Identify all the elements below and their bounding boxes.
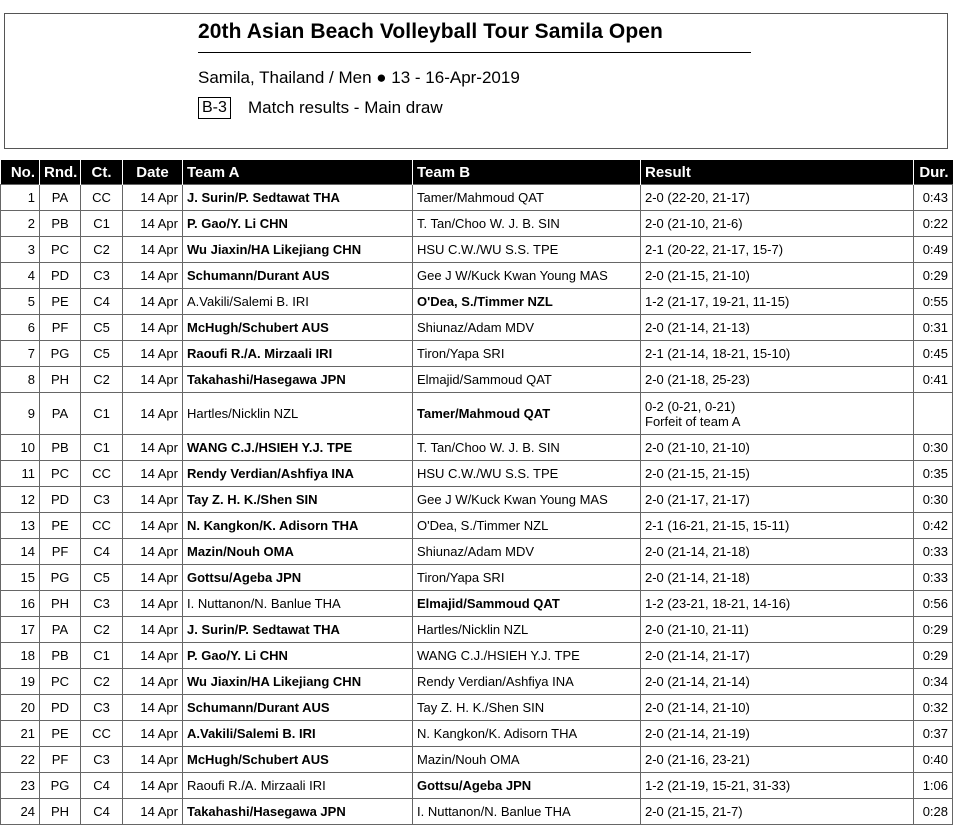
result-cell: 2-0 (21-14, 21-10) (641, 695, 914, 721)
column-header-team-b: Team B (413, 160, 641, 185)
table-row (1, 695, 953, 721)
team-a-cell: A.Vakili/Salemi B. IRI (183, 721, 413, 747)
court-cell: C1 (81, 393, 123, 435)
date-cell: 14 Apr (123, 617, 183, 643)
match-number-cell: 3 (1, 237, 40, 263)
match-number-cell: 23 (1, 773, 40, 799)
round-cell: PC (40, 237, 81, 263)
match-number-cell: 11 (1, 461, 40, 487)
team-b-cell: Tiron/Yapa SRI (413, 341, 641, 367)
date-cell: 14 Apr (123, 487, 183, 513)
table-row (1, 461, 953, 487)
team-b-cell: Gottsu/Ageba JPN (413, 773, 641, 799)
team-b-cell: T. Tan/Choo W. J. B. SIN (413, 435, 641, 461)
team-a-cell: McHugh/Schubert AUS (183, 747, 413, 773)
court-cell: C4 (81, 289, 123, 315)
result-cell: 2-0 (21-14, 21-17) (641, 643, 914, 669)
duration-cell: 0:30 (914, 487, 953, 513)
court-cell: C2 (81, 617, 123, 643)
result-cell: 1-2 (21-19, 15-21, 31-33) (641, 773, 914, 799)
team-a-cell: J. Surin/P. Sedtawat THA (183, 617, 413, 643)
court-cell: C1 (81, 435, 123, 461)
team-a-cell: Schumann/Durant AUS (183, 263, 413, 289)
team-b-cell: Tay Z. H. K./Shen SIN (413, 695, 641, 721)
match-number-cell: 18 (1, 643, 40, 669)
round-cell: PF (40, 315, 81, 341)
round-cell: PF (40, 539, 81, 565)
team-b-cell: Gee J W/Kuck Kwan Young MAS (413, 487, 641, 513)
result-cell: 1-2 (23-21, 18-21, 14-16) (641, 591, 914, 617)
result-cell: 2-1 (21-14, 18-21, 15-10) (641, 341, 914, 367)
match-number-cell: 24 (1, 799, 40, 825)
duration-cell: 0:34 (914, 669, 953, 695)
result-cell: 2-0 (21-10, 21-10) (641, 435, 914, 461)
duration-cell: 0:35 (914, 461, 953, 487)
table-row (1, 367, 953, 393)
team-b-cell: HSU C.W./WU S.S. TPE (413, 461, 641, 487)
table-row (1, 263, 953, 289)
table-row (1, 747, 953, 773)
team-b-cell: O'Dea, S./Timmer NZL (413, 513, 641, 539)
team-b-cell: I. Nuttanon/N. Banlue THA (413, 799, 641, 825)
event-subtitle: Samila, Thailand / Men ● 13 - 16-Apr-2019 (198, 68, 520, 87)
table-row (1, 289, 953, 315)
table-row (1, 513, 953, 539)
duration-cell: 0:30 (914, 435, 953, 461)
court-cell: C1 (81, 643, 123, 669)
court-cell: C4 (81, 773, 123, 799)
team-a-cell: Takahashi/Hasegawa JPN (183, 799, 413, 825)
duration-cell: 0:55 (914, 289, 953, 315)
match-number-cell: 16 (1, 591, 40, 617)
duration-cell: 0:49 (914, 237, 953, 263)
duration-cell: 0:45 (914, 341, 953, 367)
match-number-cell: 8 (1, 367, 40, 393)
duration-cell: 0:41 (914, 367, 953, 393)
duration-cell: 0:42 (914, 513, 953, 539)
date-cell: 14 Apr (123, 565, 183, 591)
date-cell: 14 Apr (123, 393, 183, 435)
duration-cell: 0:37 (914, 721, 953, 747)
result-cell: 2-0 (21-14, 21-19) (641, 721, 914, 747)
date-cell: 14 Apr (123, 263, 183, 289)
result-cell: 2-1 (20-22, 21-17, 15-7) (641, 237, 914, 263)
court-cell: C3 (81, 591, 123, 617)
duration-cell: 0:22 (914, 211, 953, 237)
round-cell: PG (40, 565, 81, 591)
column-header-court: Ct. (81, 160, 123, 185)
team-a-cell: I. Nuttanon/N. Banlue THA (183, 591, 413, 617)
duration-cell: 0:31 (914, 315, 953, 341)
date-cell: 14 Apr (123, 513, 183, 539)
result-cell: 2-0 (21-10, 21-6) (641, 211, 914, 237)
team-b-cell: Tiron/Yapa SRI (413, 565, 641, 591)
team-a-cell: McHugh/Schubert AUS (183, 315, 413, 341)
table-row (1, 341, 953, 367)
match-number-cell: 6 (1, 315, 40, 341)
match-number-cell: 7 (1, 341, 40, 367)
match-number-cell: 12 (1, 487, 40, 513)
round-cell: PH (40, 799, 81, 825)
date-cell: 14 Apr (123, 185, 183, 211)
duration-cell: 0:33 (914, 565, 953, 591)
match-number-cell: 19 (1, 669, 40, 695)
team-b-cell: Tamer/Mahmoud QAT (413, 185, 641, 211)
team-b-cell: Hartles/Nicklin NZL (413, 617, 641, 643)
table-row (1, 185, 953, 211)
court-cell: C3 (81, 263, 123, 289)
document-label: Match results - Main draw (248, 98, 443, 117)
team-b-cell: N. Kangkon/K. Adisorn THA (413, 721, 641, 747)
round-cell: PB (40, 211, 81, 237)
match-number-cell: 1 (1, 185, 40, 211)
result-cell: 2-0 (21-18, 25-23) (641, 367, 914, 393)
date-cell: 14 Apr (123, 211, 183, 237)
team-b-cell: Gee J W/Kuck Kwan Young MAS (413, 263, 641, 289)
table-row (1, 721, 953, 747)
team-b-cell: Shiunaz/Adam MDV (413, 315, 641, 341)
round-cell: PH (40, 367, 81, 393)
match-number-cell: 10 (1, 435, 40, 461)
duration-cell: 0:32 (914, 695, 953, 721)
round-cell: PB (40, 435, 81, 461)
table-row (1, 487, 953, 513)
duration-cell: 0:29 (914, 617, 953, 643)
column-header-no: No. (1, 160, 40, 185)
result-cell: 2-0 (21-14, 21-14) (641, 669, 914, 695)
team-a-cell: Tay Z. H. K./Shen SIN (183, 487, 413, 513)
result-cell: 2-0 (21-15, 21-10) (641, 263, 914, 289)
round-cell: PA (40, 185, 81, 211)
result-cell: 2-0 (21-10, 21-11) (641, 617, 914, 643)
table-row (1, 211, 953, 237)
round-cell: PH (40, 591, 81, 617)
date-cell: 14 Apr (123, 315, 183, 341)
result-cell: 2-0 (21-14, 21-13) (641, 315, 914, 341)
team-b-cell: WANG C.J./HSIEH Y.J. TPE (413, 643, 641, 669)
date-cell: 14 Apr (123, 799, 183, 825)
court-cell: C4 (81, 539, 123, 565)
result-cell: 2-0 (22-20, 21-17) (641, 185, 914, 211)
match-number-cell: 9 (1, 393, 40, 435)
round-cell: PE (40, 721, 81, 747)
team-a-cell: Raoufi R./A. Mirzaali IRI (183, 341, 413, 367)
date-cell: 14 Apr (123, 435, 183, 461)
result-cell: 2-0 (21-14, 21-18) (641, 539, 914, 565)
date-cell: 14 Apr (123, 237, 183, 263)
page-title: 20th Asian Beach Volleyball Tour Samila Open (198, 20, 663, 43)
duration-cell: 0:43 (914, 185, 953, 211)
team-a-cell: Wu Jiaxin/HA Likejiang CHN (183, 669, 413, 695)
team-a-cell: Schumann/Durant AUS (183, 695, 413, 721)
date-cell: 14 Apr (123, 289, 183, 315)
team-b-cell: Rendy Verdian/Ashfiya INA (413, 669, 641, 695)
table-row (1, 393, 953, 435)
date-cell: 14 Apr (123, 721, 183, 747)
date-cell: 14 Apr (123, 539, 183, 565)
date-cell: 14 Apr (123, 461, 183, 487)
table-header-row (1, 160, 953, 185)
result-cell: 2-1 (16-21, 21-15, 15-11) (641, 513, 914, 539)
court-cell: C2 (81, 367, 123, 393)
court-cell: C4 (81, 799, 123, 825)
match-number-cell: 22 (1, 747, 40, 773)
match-number-cell: 14 (1, 539, 40, 565)
title-divider (198, 52, 751, 53)
result-cell: 2-0 (21-16, 23-21) (641, 747, 914, 773)
team-a-cell: Gottsu/Ageba JPN (183, 565, 413, 591)
document-code-badge: B-3 (198, 97, 231, 119)
date-cell: 14 Apr (123, 773, 183, 799)
table-row (1, 435, 953, 461)
match-number-cell: 20 (1, 695, 40, 721)
team-b-cell: Elmajid/Sammoud QAT (413, 367, 641, 393)
team-a-cell: P. Gao/Y. Li CHN (183, 211, 413, 237)
team-b-cell: Mazin/Nouh OMA (413, 747, 641, 773)
match-results-table (0, 160, 953, 825)
duration-cell: 1:06 (914, 773, 953, 799)
round-cell: PC (40, 669, 81, 695)
table-row (1, 617, 953, 643)
team-a-cell: WANG C.J./HSIEH Y.J. TPE (183, 435, 413, 461)
date-cell: 14 Apr (123, 747, 183, 773)
column-header-result: Result (641, 160, 914, 185)
column-header-duration: Dur. (914, 160, 953, 185)
match-number-cell: 5 (1, 289, 40, 315)
round-cell: PE (40, 513, 81, 539)
date-cell: 14 Apr (123, 591, 183, 617)
team-b-cell: T. Tan/Choo W. J. B. SIN (413, 211, 641, 237)
match-number-cell: 2 (1, 211, 40, 237)
duration-cell: 0:29 (914, 643, 953, 669)
result-note: Forfeit of team A (645, 413, 741, 429)
table-row (1, 539, 953, 565)
result-score: 0-2 (0-21, 0-21) (645, 398, 736, 414)
result-cell: 1-2 (21-17, 19-21, 11-15) (641, 289, 914, 315)
court-cell: CC (81, 185, 123, 211)
round-cell: PA (40, 393, 81, 435)
team-a-cell: Wu Jiaxin/HA Likejiang CHN (183, 237, 413, 263)
results-body (1, 185, 953, 825)
round-cell: PD (40, 263, 81, 289)
column-header-team-a: Team A (183, 160, 413, 185)
result-cell (641, 393, 914, 435)
round-cell: PD (40, 695, 81, 721)
date-cell: 14 Apr (123, 669, 183, 695)
team-a-cell: Mazin/Nouh OMA (183, 539, 413, 565)
result-cell: 2-0 (21-17, 21-17) (641, 487, 914, 513)
round-cell: PC (40, 461, 81, 487)
team-a-cell: N. Kangkon/K. Adisorn THA (183, 513, 413, 539)
duration-cell: 0:56 (914, 591, 953, 617)
team-a-cell: P. Gao/Y. Li CHN (183, 643, 413, 669)
court-cell: C5 (81, 341, 123, 367)
round-cell: PG (40, 773, 81, 799)
column-header-date: Date (123, 160, 183, 185)
round-cell: PA (40, 617, 81, 643)
match-number-cell: 21 (1, 721, 40, 747)
match-number-cell: 17 (1, 617, 40, 643)
duration-cell: 0:29 (914, 263, 953, 289)
team-a-cell: Takahashi/Hasegawa JPN (183, 367, 413, 393)
result-cell: 2-0 (21-15, 21-7) (641, 799, 914, 825)
date-cell: 14 Apr (123, 367, 183, 393)
date-cell: 14 Apr (123, 695, 183, 721)
table-row (1, 669, 953, 695)
table-row (1, 643, 953, 669)
court-cell: C5 (81, 565, 123, 591)
team-b-cell: Tamer/Mahmoud QAT (413, 393, 641, 435)
column-header-round: Rnd. (40, 160, 81, 185)
table-row (1, 565, 953, 591)
duration-cell: 0:28 (914, 799, 953, 825)
duration-cell: 0:33 (914, 539, 953, 565)
team-a-cell: A.Vakili/Salemi B. IRI (183, 289, 413, 315)
table-row (1, 773, 953, 799)
match-number-cell: 15 (1, 565, 40, 591)
duration-cell (914, 393, 953, 435)
court-cell: C1 (81, 211, 123, 237)
team-b-cell: O'Dea, S./Timmer NZL (413, 289, 641, 315)
table-row (1, 799, 953, 825)
round-cell: PB (40, 643, 81, 669)
court-cell: C3 (81, 747, 123, 773)
team-b-cell: Shiunaz/Adam MDV (413, 539, 641, 565)
duration-cell: 0:40 (914, 747, 953, 773)
court-cell: C2 (81, 237, 123, 263)
round-cell: PE (40, 289, 81, 315)
court-cell: C3 (81, 487, 123, 513)
date-cell: 14 Apr (123, 643, 183, 669)
match-number-cell: 13 (1, 513, 40, 539)
team-a-cell: Rendy Verdian/Ashfiya INA (183, 461, 413, 487)
table-row (1, 591, 953, 617)
team-a-cell: Hartles/Nicklin NZL (183, 393, 413, 435)
court-cell: CC (81, 513, 123, 539)
team-a-cell: J. Surin/P. Sedtawat THA (183, 185, 413, 211)
date-cell: 14 Apr (123, 341, 183, 367)
round-cell: PF (40, 747, 81, 773)
result-cell: 2-0 (21-15, 21-15) (641, 461, 914, 487)
round-cell: PD (40, 487, 81, 513)
court-cell: CC (81, 461, 123, 487)
round-cell: PG (40, 341, 81, 367)
result-cell: 2-0 (21-14, 21-18) (641, 565, 914, 591)
table-row (1, 237, 953, 263)
team-a-cell: Raoufi R./A. Mirzaali IRI (183, 773, 413, 799)
team-b-cell: Elmajid/Sammoud QAT (413, 591, 641, 617)
court-cell: C5 (81, 315, 123, 341)
court-cell: CC (81, 721, 123, 747)
team-b-cell: HSU C.W./WU S.S. TPE (413, 237, 641, 263)
court-cell: C2 (81, 669, 123, 695)
table-row (1, 315, 953, 341)
match-number-cell: 4 (1, 263, 40, 289)
court-cell: C3 (81, 695, 123, 721)
